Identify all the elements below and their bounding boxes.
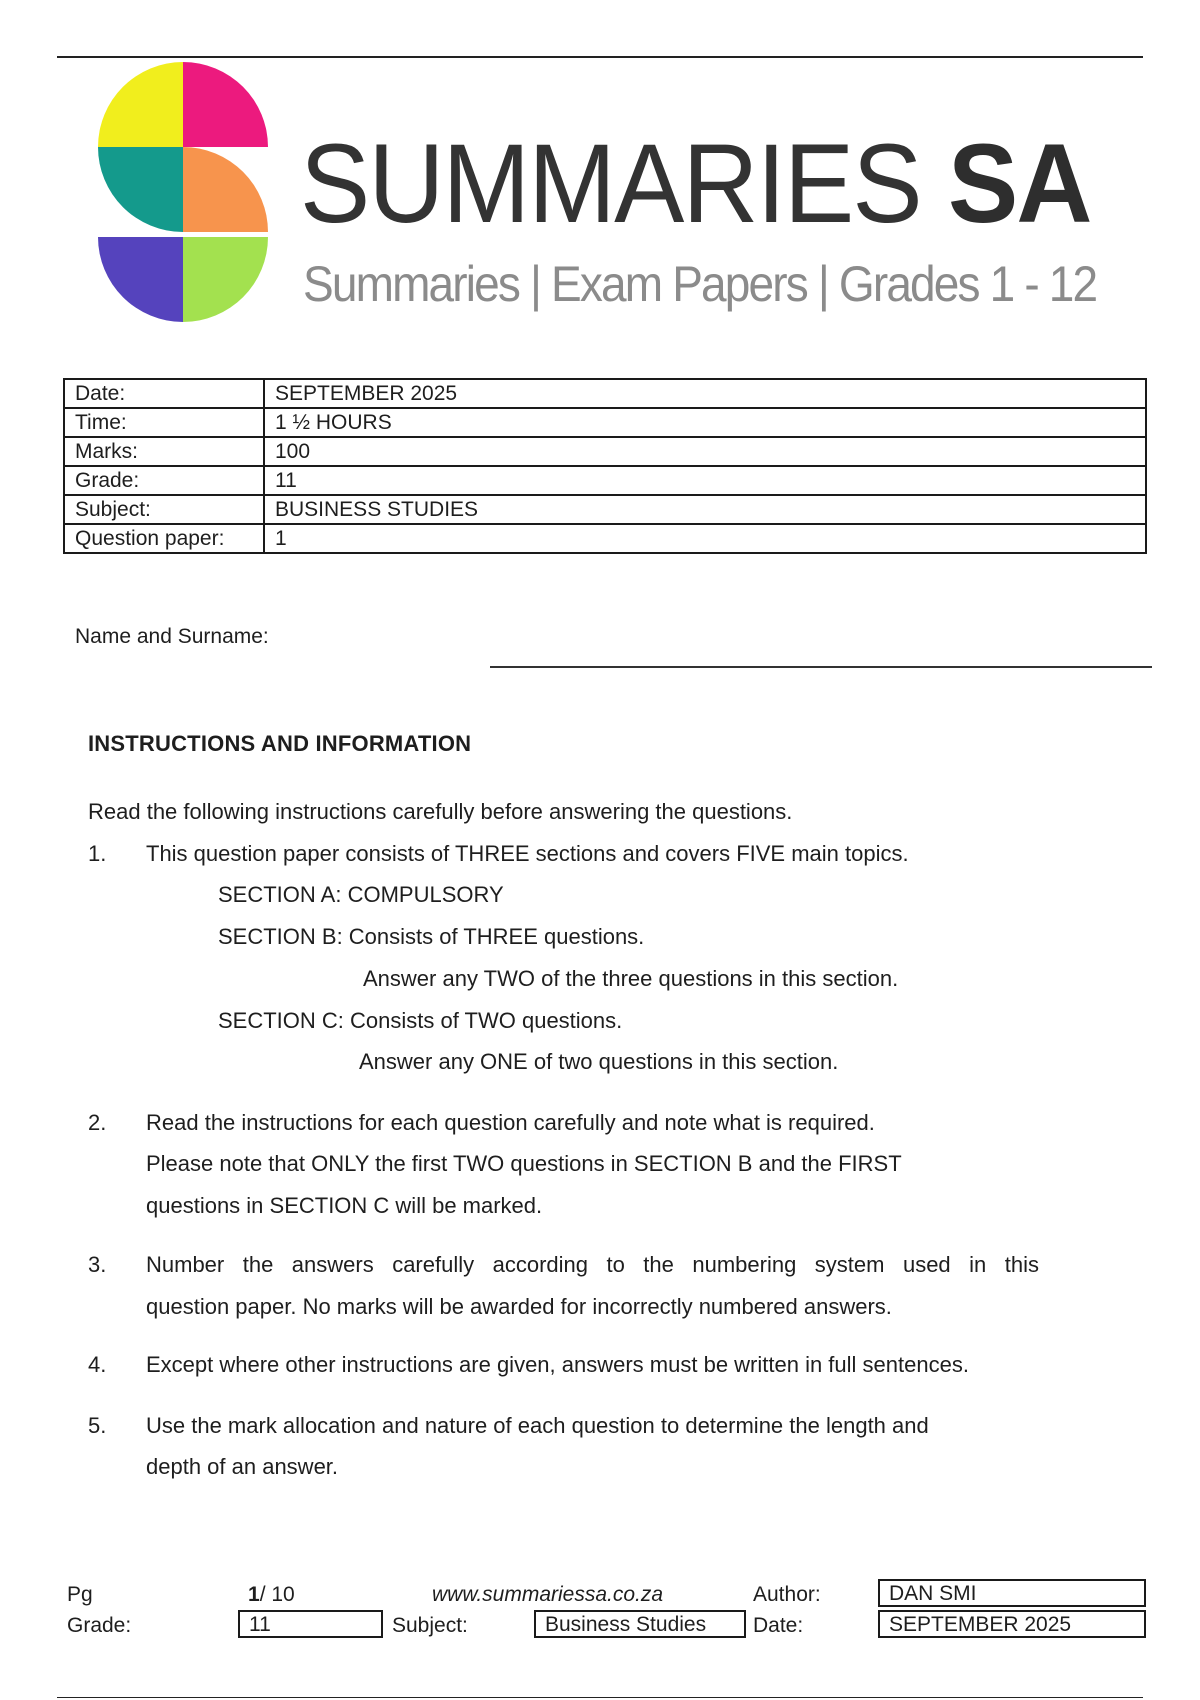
item-number: 4. [88, 1352, 107, 1377]
brand-tagline: Summaries | Exam Papers | Grades 1 - 12 [303, 256, 1097, 312]
footer-grade-label: Grade: [67, 1614, 132, 1637]
info-row-question-paper [64, 524, 1146, 553]
info-value: 1 ½ HOURS [264, 408, 1146, 437]
section-b-note: Answer any TWO of the three questions in this section. [363, 966, 899, 991]
item2-line: Read the instructions for each question carefully and note what is required. [146, 1110, 875, 1135]
info-row-grade [64, 466, 1146, 495]
info-value: BUSINESS STUDIES [264, 495, 1146, 524]
item-number: 5. [88, 1413, 107, 1438]
section-b-text: SECTION B: Consists of THREE questions. [218, 924, 645, 949]
logo-orange-quadrant [183, 147, 268, 232]
footer-date-value: SEPTEMBER 2025 [878, 1610, 1146, 1638]
brand-title [300, 121, 1091, 246]
exam-info-table [63, 378, 1147, 554]
footer-page-number [248, 1582, 295, 1608]
section-c-note: Answer any ONE of two questions in this section. [359, 1049, 839, 1074]
logo-yellow-quadrant [98, 62, 183, 147]
item3-line: Number the answers carefully according to the numbering system used in this [146, 1252, 1039, 1277]
brand-name-light: SUMMARIES [300, 121, 949, 246]
logo-magenta-quadrant [183, 62, 268, 147]
instructions-intro: Read the following instructions carefully before answering the questions. [88, 799, 793, 824]
item-number: 1. [88, 841, 107, 866]
info-label: Subject: [64, 495, 264, 524]
info-label: Grade: [64, 466, 264, 495]
item4-line: Except where other instructions are given, answers must be written in full sentences. [146, 1352, 969, 1377]
info-value: 100 [264, 437, 1146, 466]
bottom-rule [57, 1697, 1143, 1698]
name-surname-label: Name and Surname: [75, 625, 269, 648]
item1-text: This question paper consists of THREE sections and covers FIVE main topics. [146, 841, 909, 866]
item3-line: question paper. No marks will be awarded for incorrectly numbered answers. [146, 1294, 892, 1319]
name-surname-field[interactable] [490, 666, 1152, 668]
footer-page-current: 1 [248, 1583, 260, 1606]
top-rule [57, 56, 1143, 58]
footer-author-label: Author: [753, 1583, 821, 1606]
info-row-marks [64, 437, 1146, 466]
footer-grade-value: 11 [238, 1610, 383, 1638]
section-a-text: SECTION A: COMPULSORY [218, 882, 504, 907]
item-number: 2. [88, 1110, 107, 1135]
info-label: Marks: [64, 437, 264, 466]
footer-website-link[interactable]: www.summariessa.co.za [432, 1583, 664, 1606]
info-label: Question paper: [64, 524, 264, 553]
summaries-sa-logo-icon [98, 62, 274, 326]
info-label: Date: [64, 379, 264, 408]
info-value: SEPTEMBER 2025 [264, 379, 1146, 408]
brand-name-bold: SA [948, 121, 1091, 246]
footer-pg-label: Pg [67, 1583, 93, 1606]
info-label: Time: [64, 408, 264, 437]
item5-line: depth of an answer. [146, 1454, 339, 1479]
item-number: 3. [88, 1252, 107, 1277]
footer-subject-value: Business Studies [534, 1610, 746, 1638]
info-row-subject [64, 495, 1146, 524]
info-row-date [64, 379, 1146, 408]
logo-purple-quadrant [98, 237, 183, 322]
logo-teal-quadrant [98, 147, 183, 232]
logo-green-quadrant [183, 237, 268, 322]
info-row-time [64, 408, 1146, 437]
item2-line: questions in SECTION C will be marked. [146, 1193, 543, 1218]
section-c-text: SECTION C: Consists of TWO questions. [218, 1008, 623, 1033]
info-value: 1 [264, 524, 1146, 553]
info-value: 11 [264, 466, 1146, 495]
footer-date-label: Date: [753, 1614, 804, 1637]
instructions-heading: INSTRUCTIONS AND INFORMATION [88, 731, 472, 756]
item2-line: Please note that ONLY the first TWO questions in SECTION B and the FIRST [146, 1151, 902, 1176]
item5-line: Use the mark allocation and nature of each question to determine the length and [146, 1413, 929, 1438]
footer-subject-label: Subject: [392, 1614, 468, 1637]
footer-author-value: DAN SMI [878, 1579, 1146, 1607]
footer-page-total: / 10 [259, 1583, 295, 1606]
